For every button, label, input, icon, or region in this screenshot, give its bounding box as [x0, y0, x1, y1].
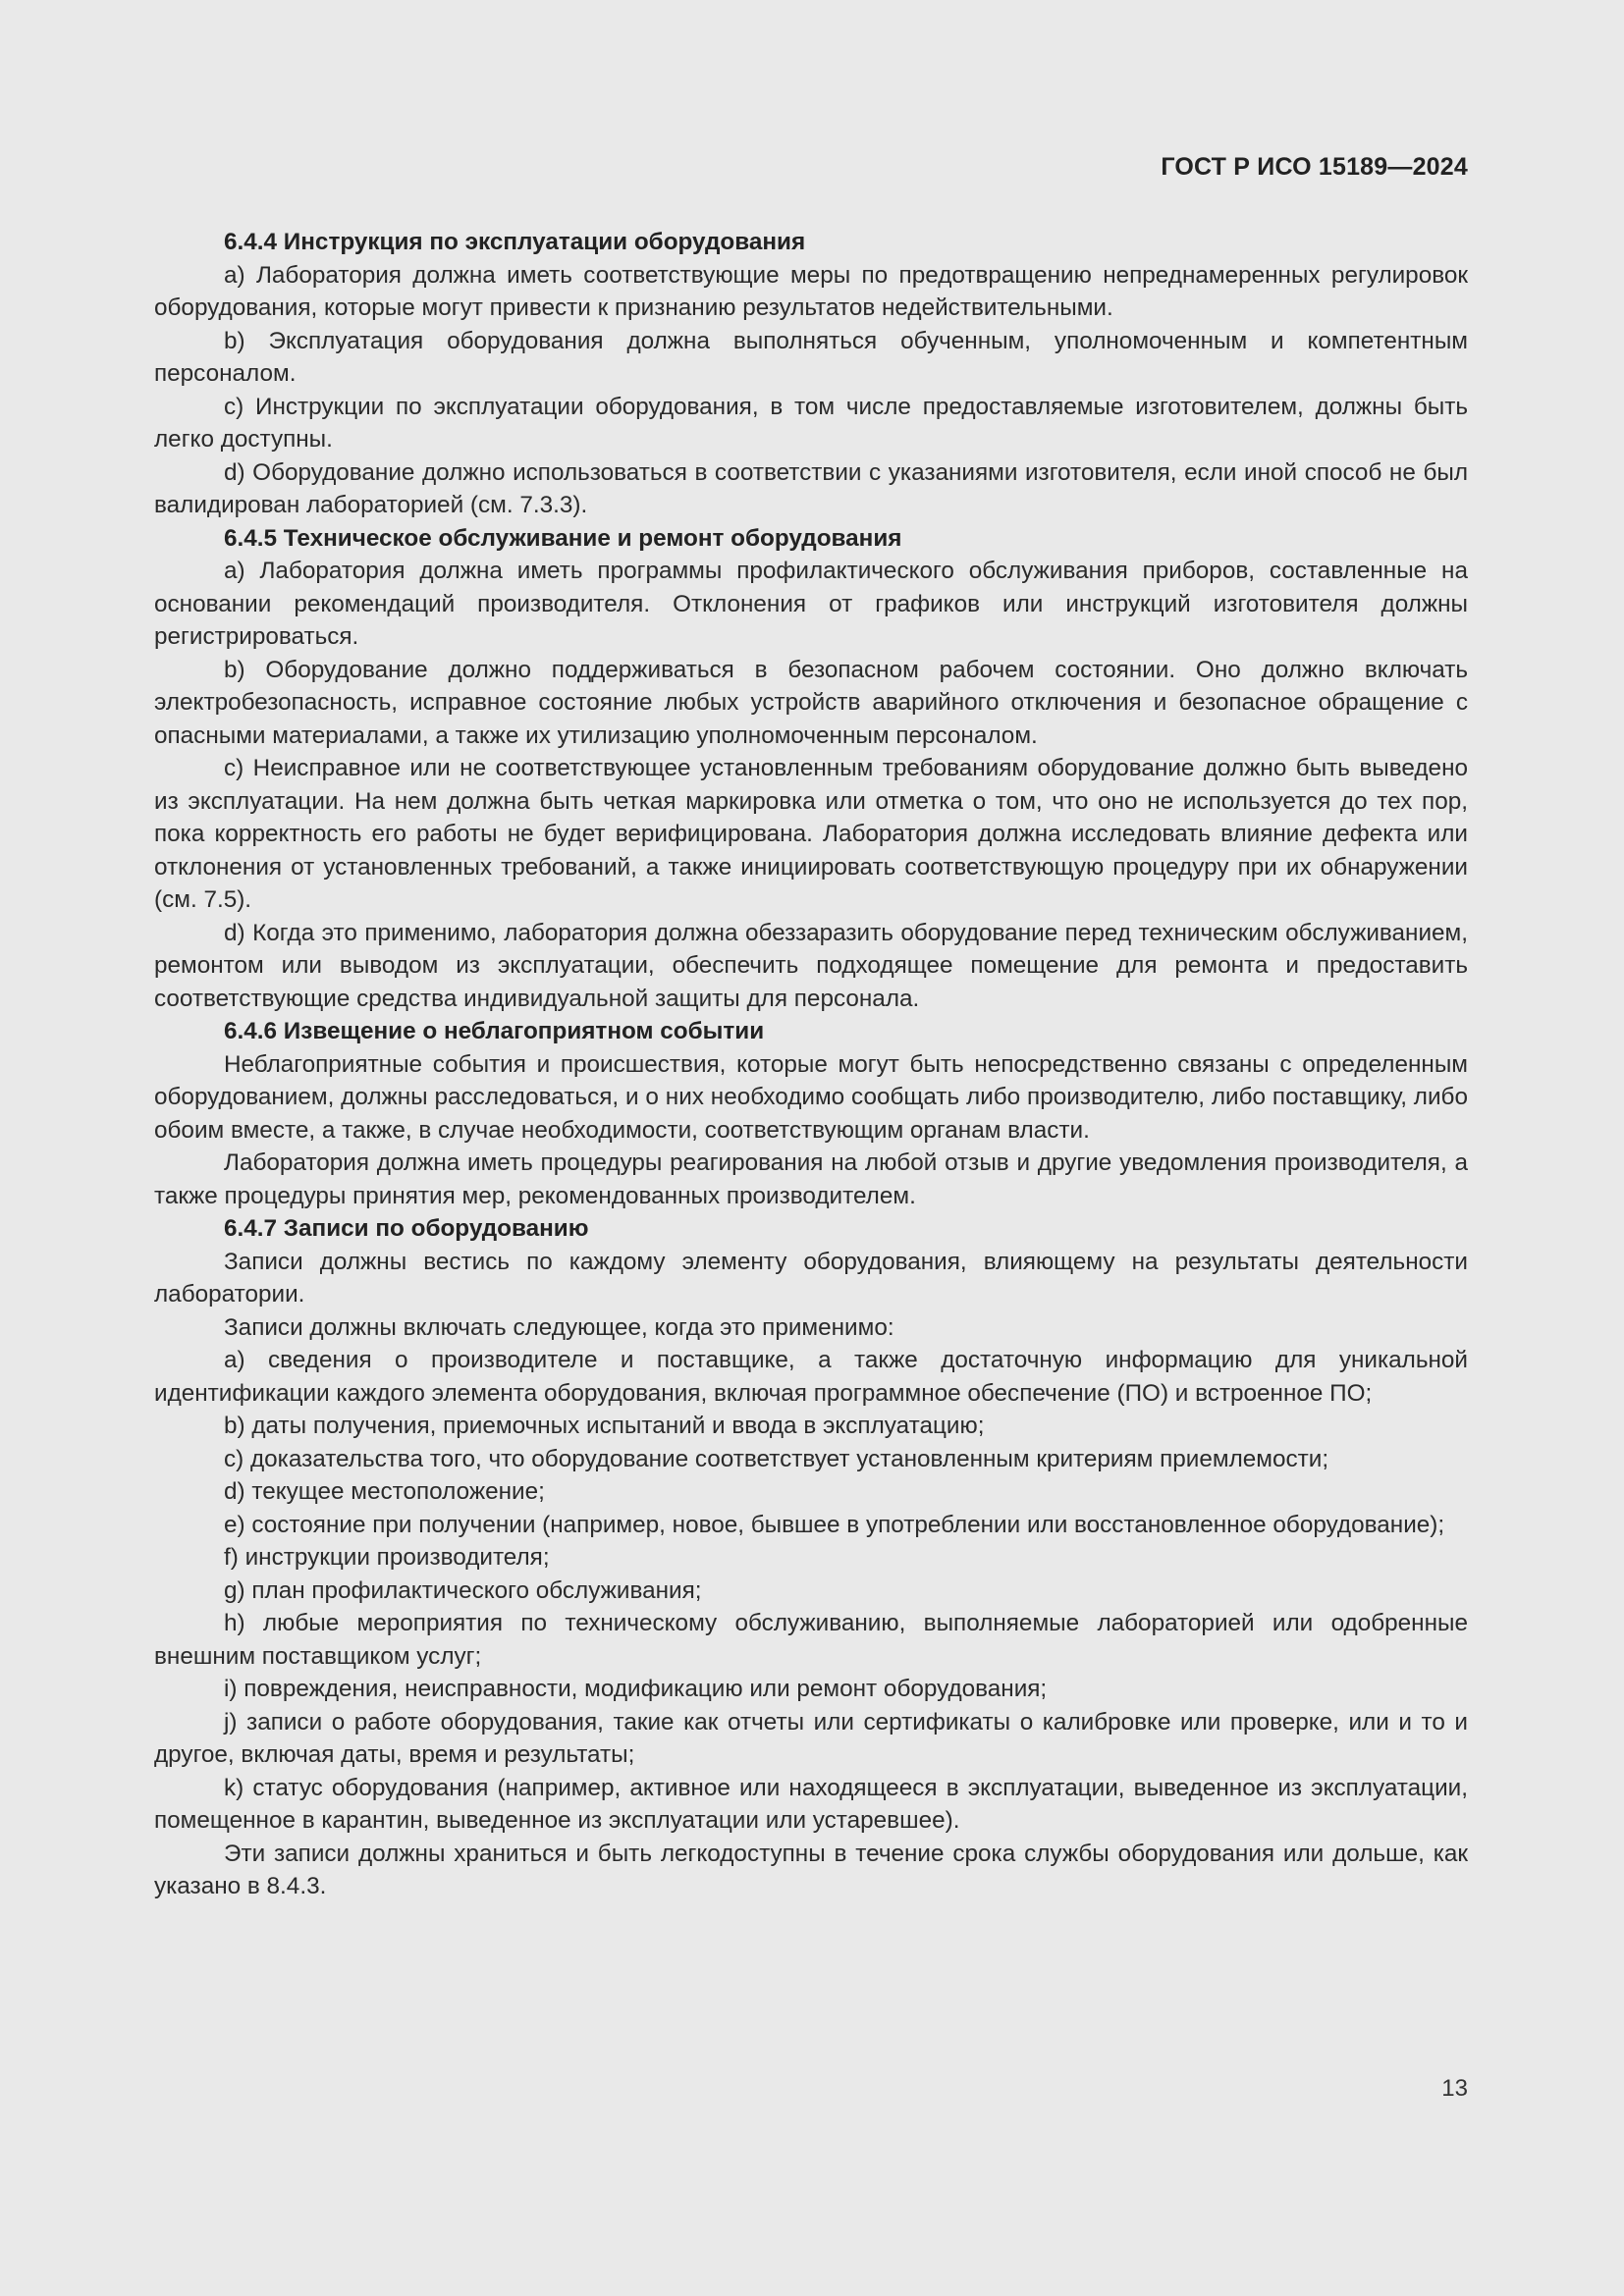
list-item: c) доказательства того, что оборудование соответствует установленным критериям приемлемости; — [224, 1445, 1329, 1472]
list-item: d) текущее местоположение; — [224, 1478, 545, 1505]
paragraph: a) Лаборатория должна иметь соответствующие меры по предотвращению непреднамеренных регулировок оборудования, которые могут привести к признанию результатов недействительными. — [154, 261, 1468, 321]
paragraph: a) Лаборатория должна иметь программы профилактического обслуживания приборов, составленные на основании рекомендаций производителя. Отклонения от графиков или инструкций изготовителя должны регистрироваться. — [154, 558, 1468, 650]
paragraph: d) Когда это применимо, лаборатория должна обеззаразить оборудование перед техническим обслуживанием, ремонтом или выводом из эксплуатации, обеспечить подходящее помещение для ремонта и предоставить соответствующие средства индивидуальной защиты для персонала. — [154, 919, 1468, 1012]
list-item: g) план профилактического обслуживания; — [224, 1576, 702, 1604]
paragraph: c) Инструкции по эксплуатации оборудования, в том числе предоставляемые изготовителем, должны быть легко доступны. — [154, 393, 1468, 453]
paragraph: Лаборатория должна иметь процедуры реагирования на любой отзыв и другие уведомления производителя, а также процедуры принятия мер, рекомендованных производителем. — [154, 1149, 1468, 1209]
document-page — [154, 0, 1468, 2296]
section-heading: 6.4.4 Инструкция по эксплуатации оборудования — [224, 229, 806, 255]
paragraph: Записи должны включать следующее, когда это применимо: — [224, 1313, 894, 1341]
section-heading: 6.4.7 Записи по оборудованию — [224, 1215, 589, 1242]
paragraph: b) Оборудование должно поддерживаться в безопасном рабочем состоянии. Оно должно включать электробезопасность, исправное состояние любых устройств аварийного отключения и безопасное обращение с опасными материалами, а также их утилизацию уполномоченным персоналом. — [154, 656, 1468, 749]
list-item: j) записи о работе оборудования, такие как отчеты или сертификаты о калибровке или проверке, или и то и другое, включая даты, время и результаты; — [154, 1708, 1468, 1768]
paragraph: Неблагоприятные события и происшествия, которые могут быть непосредственно связаны с определенным оборудованием, должны расследоваться, и о них необходимо сообщать либо производителю, либо поставщику, либо обоим вместе, а также, в случае необходимости, соответствующим органам власти. — [154, 1050, 1468, 1144]
list-item: b) даты получения, приемочных испытаний и ввода в эксплуатацию; — [224, 1413, 985, 1439]
paragraph: d) Оборудование должно использоваться в соответствии с указаниями изготовителя, если иной способ не был валидирован лабораторией (см. 7.3.3). — [154, 458, 1468, 518]
page-number: 13 — [1441, 2075, 1468, 2102]
paragraph: Записи должны вестись по каждому элементу оборудования, влияющему на результаты деятельности лаборатории. — [154, 1248, 1468, 1308]
section-heading: 6.4.6 Извещение о неблагоприятном событии — [224, 1018, 765, 1044]
list-item: k) статус оборудования (например, активное или находящееся в эксплуатации, выведенное из эксплуатации, помещенное в карантин, выведенное из эксплуатации или устаревшее). — [154, 1774, 1468, 1834]
list-item: f) инструкции производителя; — [224, 1544, 550, 1571]
document-body — [154, 226, 1468, 1903]
paragraph: Эти записи должны храниться и быть легкодоступны в течение срока службы оборудования или дольше, как указано в 8.4.3. — [154, 1840, 1468, 1899]
document-code-header: ГОСТ Р ИСО 15189—2024 — [1161, 153, 1468, 181]
paragraph: c) Неисправное или не соответствующее установленным требованиям оборудование должно быть выведено из эксплуатации. На нем должна быть четкая маркировка или отметка о том, что оно не используется до тех пор, пока корректность его работы не будет верифицирована. Лаборатория должна исследовать влияние дефекта или отклонения от установленных требований, а также инициировать соответствующую процедуру при их обнаружении (см. 7.5). — [154, 755, 1468, 913]
section-heading: 6.4.5 Техническое обслуживание и ремонт оборудования — [224, 524, 902, 552]
paragraph: b) Эксплуатация оборудования должна выполняться обученным, уполномоченным и компетентным персоналом. — [154, 327, 1468, 387]
list-item: h) любые мероприятия по техническому обслуживанию, выполняемые лабораторией или одобренные внешним поставщиком услуг; — [154, 1610, 1468, 1670]
list-item: i) повреждения, неисправности, модификацию или ремонт оборудования; — [224, 1676, 1048, 1702]
list-item: e) состояние при получении (например, новое, бывшее в употреблении или восстановленное оборудование); — [224, 1511, 1445, 1538]
list-item: a) сведения о производителе и поставщике, а также достаточную информацию для уникальной идентификации каждого элемента оборудования, включая программное обеспечение (ПО) и встроенное ПО; — [154, 1347, 1468, 1407]
